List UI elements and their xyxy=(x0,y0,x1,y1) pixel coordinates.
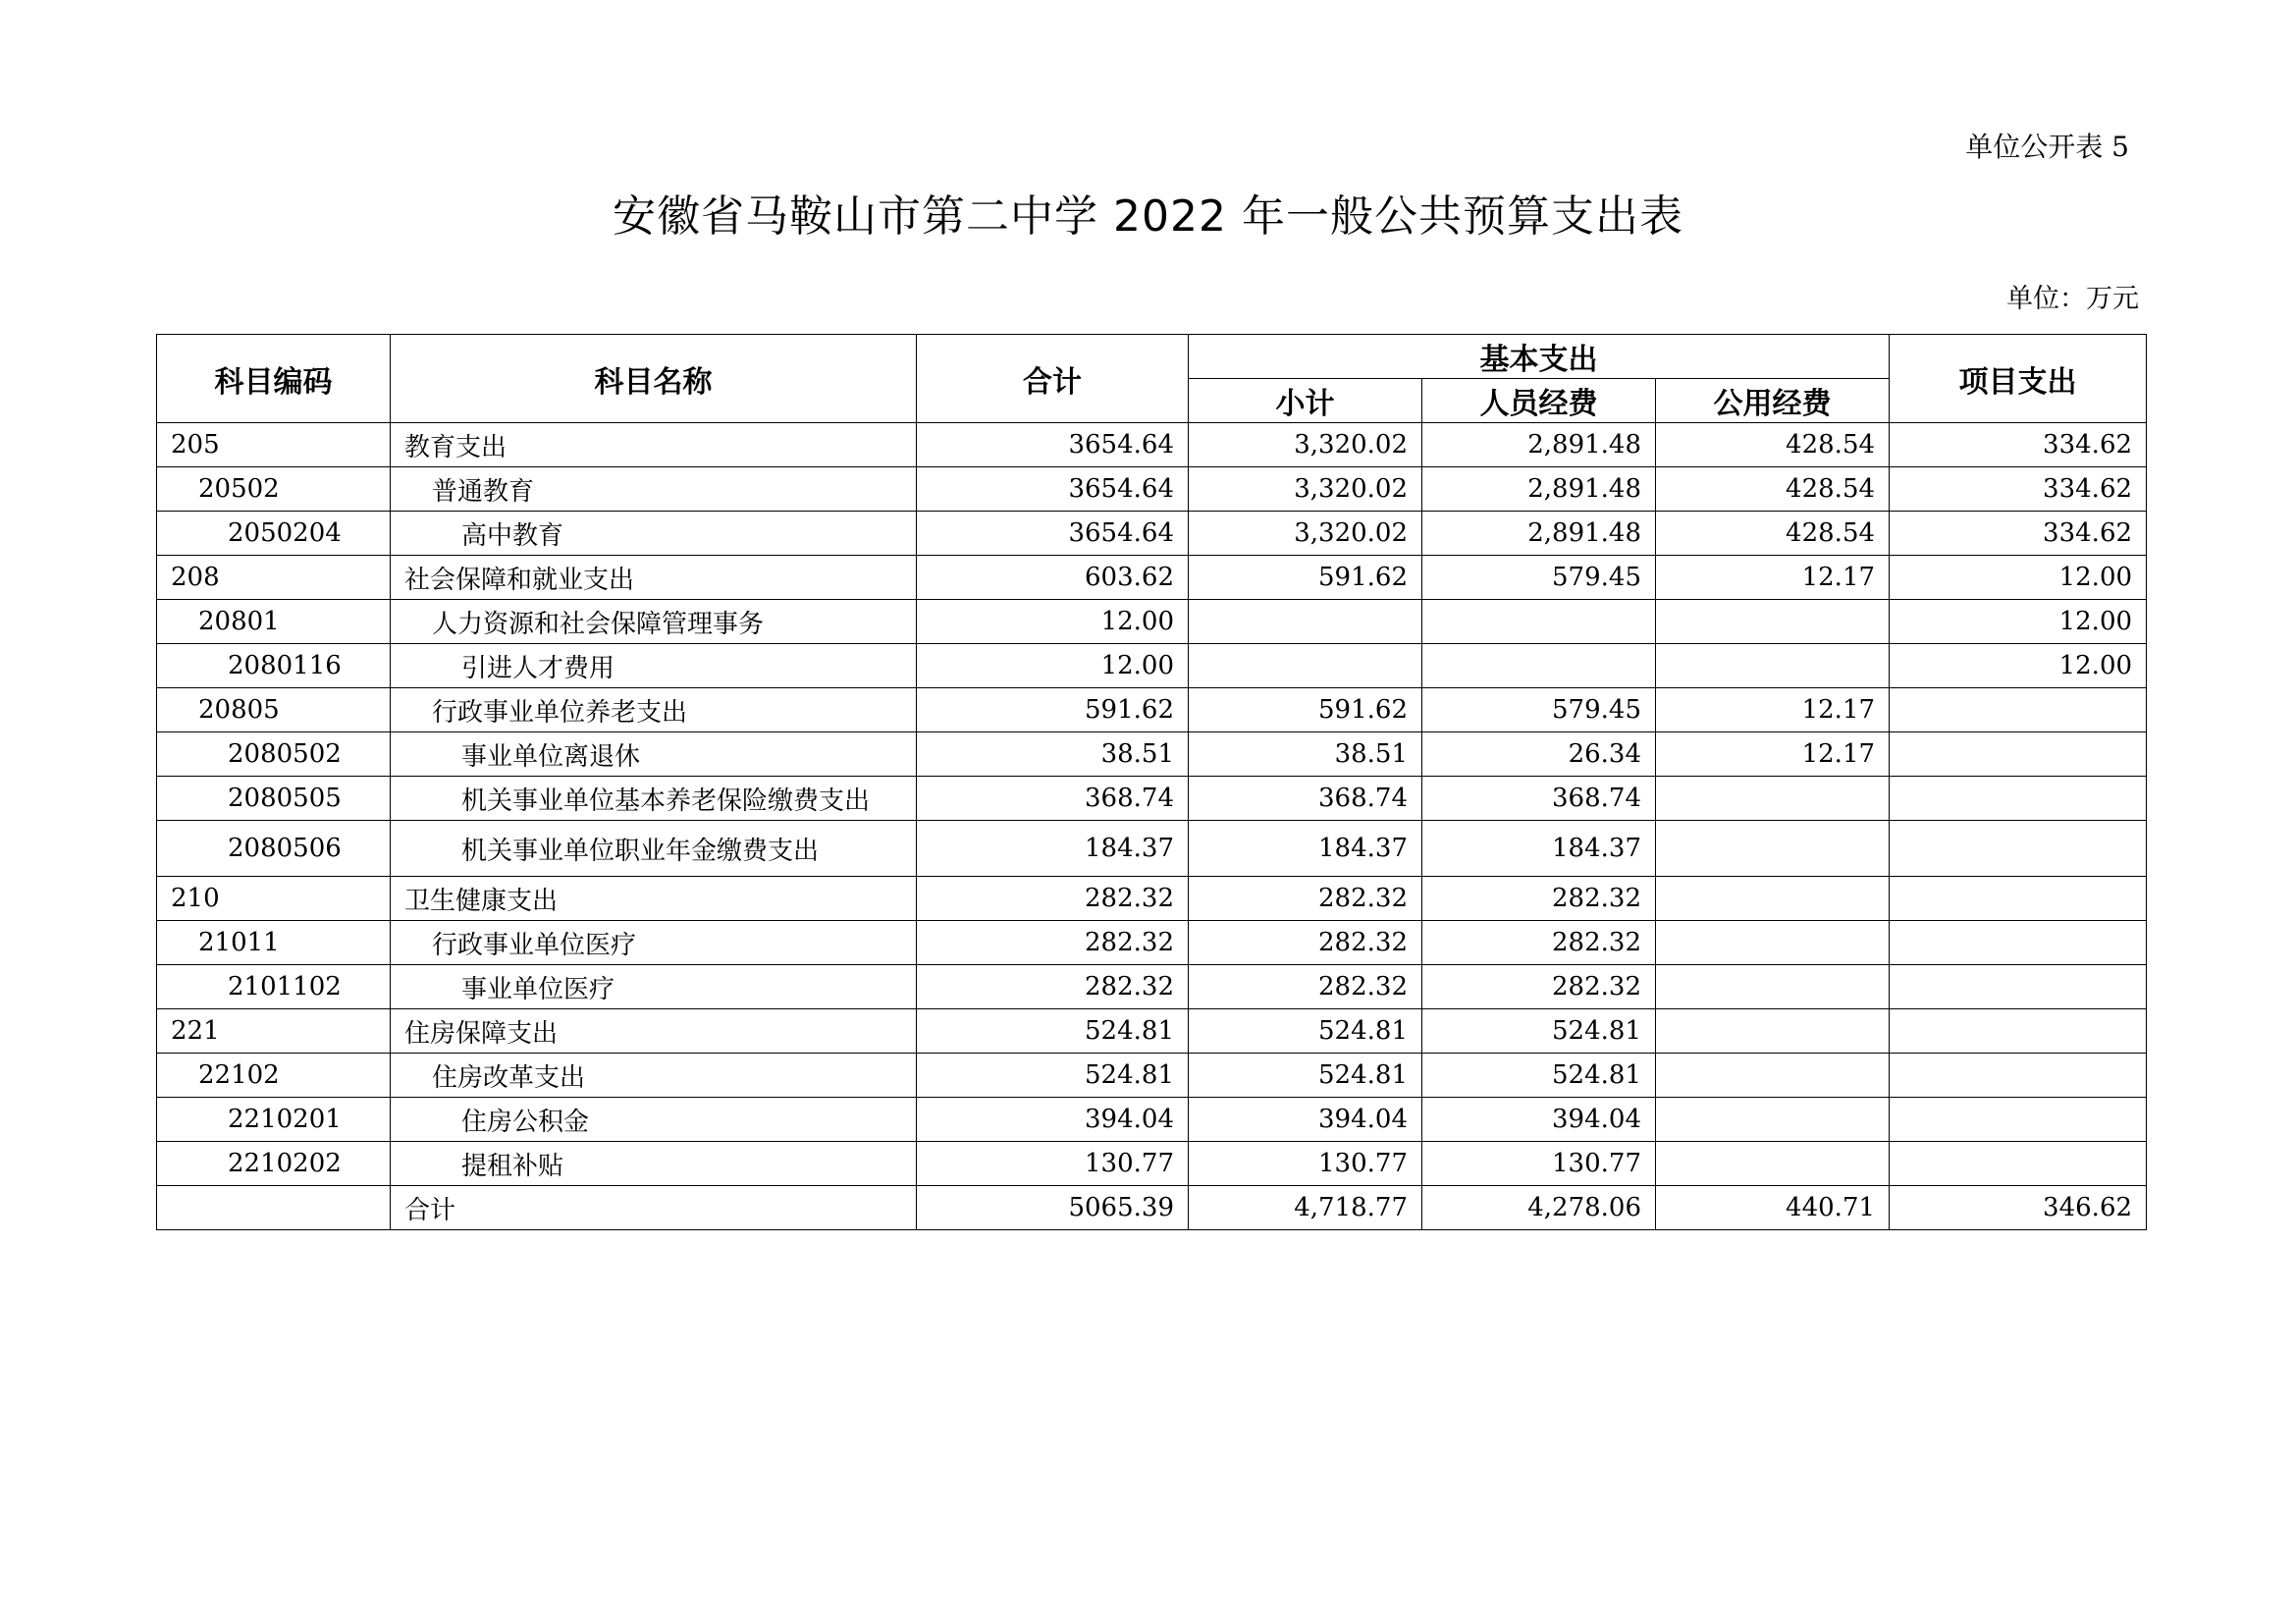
cell-total: 12.00 xyxy=(917,600,1189,644)
cell-personnel: 26.34 xyxy=(1422,732,1656,777)
cell-personnel: 2,891.48 xyxy=(1422,467,1656,512)
cell-name: 机关事业单位职业年金缴费支出 xyxy=(391,821,917,877)
cell-public xyxy=(1656,777,1890,821)
cell-project: 346.62 xyxy=(1890,1186,2147,1230)
cell-total: 282.32 xyxy=(917,965,1189,1009)
header-subtotal: 小计 xyxy=(1189,379,1422,423)
cell-code: 208 xyxy=(157,556,391,600)
cell-personnel: 184.37 xyxy=(1422,821,1656,877)
cell-project xyxy=(1890,1054,2147,1098)
header-name: 科目名称 xyxy=(391,335,917,423)
cell-public: 12.17 xyxy=(1656,732,1890,777)
cell-code: 2210202 xyxy=(157,1142,391,1186)
header-project: 项目支出 xyxy=(1890,335,2147,423)
cell-name: 行政事业单位医疗 xyxy=(391,921,917,965)
cell-subtotal: 282.32 xyxy=(1189,965,1422,1009)
cell-project: 334.62 xyxy=(1890,423,2147,467)
cell-total: 591.62 xyxy=(917,688,1189,732)
cell-code: 20801 xyxy=(157,600,391,644)
cell-subtotal: 184.37 xyxy=(1189,821,1422,877)
cell-project xyxy=(1890,821,2147,877)
cell-name: 引进人才费用 xyxy=(391,644,917,688)
cell-code: 22102 xyxy=(157,1054,391,1098)
cell-name: 行政事业单位养老支出 xyxy=(391,688,917,732)
table-header xyxy=(157,335,2147,423)
cell-subtotal: 591.62 xyxy=(1189,688,1422,732)
cell-code: 2080502 xyxy=(157,732,391,777)
cell-public xyxy=(1656,600,1890,644)
cell-code: 2080505 xyxy=(157,777,391,821)
cell-total: 5065.39 xyxy=(917,1186,1189,1230)
table-row xyxy=(157,777,2147,821)
cell-public: 440.71 xyxy=(1656,1186,1890,1230)
header-total: 合计 xyxy=(917,335,1189,423)
cell-public: 428.54 xyxy=(1656,512,1890,556)
cell-name: 住房保障支出 xyxy=(391,1009,917,1054)
cell-subtotal: 524.81 xyxy=(1189,1054,1422,1098)
cell-total: 38.51 xyxy=(917,732,1189,777)
table-row xyxy=(157,877,2147,921)
cell-code: 20805 xyxy=(157,688,391,732)
table-row xyxy=(157,467,2147,512)
table-row xyxy=(157,1054,2147,1098)
table-row xyxy=(157,821,2147,877)
cell-subtotal: 3,320.02 xyxy=(1189,512,1422,556)
cell-code: 2101102 xyxy=(157,965,391,1009)
cell-public xyxy=(1656,1009,1890,1054)
cell-total: 282.32 xyxy=(917,921,1189,965)
cell-personnel: 2,891.48 xyxy=(1422,423,1656,467)
cell-personnel: 524.81 xyxy=(1422,1054,1656,1098)
cell-name: 提租补贴 xyxy=(391,1142,917,1186)
cell-public: 428.54 xyxy=(1656,467,1890,512)
cell-project xyxy=(1890,921,2147,965)
cell-personnel: 579.45 xyxy=(1422,556,1656,600)
cell-name: 机关事业单位基本养老保险缴费支出 xyxy=(391,777,917,821)
cell-personnel: 282.32 xyxy=(1422,965,1656,1009)
table-row xyxy=(157,423,2147,467)
cell-project xyxy=(1890,877,2147,921)
table-body xyxy=(157,423,2147,1230)
table-row xyxy=(157,1009,2147,1054)
cell-code: 2050204 xyxy=(157,512,391,556)
cell-name: 事业单位医疗 xyxy=(391,965,917,1009)
cell-total: 3654.64 xyxy=(917,512,1189,556)
cell-total: 394.04 xyxy=(917,1098,1189,1142)
header-basic-group: 基本支出 xyxy=(1189,335,1890,379)
cell-code: 21011 xyxy=(157,921,391,965)
cell-code xyxy=(157,1186,391,1230)
cell-name: 社会保障和就业支出 xyxy=(391,556,917,600)
cell-public xyxy=(1656,877,1890,921)
cell-total: 282.32 xyxy=(917,877,1189,921)
cell-project xyxy=(1890,777,2147,821)
cell-code: 205 xyxy=(157,423,391,467)
cell-personnel: 4,278.06 xyxy=(1422,1186,1656,1230)
cell-name: 住房改革支出 xyxy=(391,1054,917,1098)
cell-subtotal: 3,320.02 xyxy=(1189,467,1422,512)
cell-name: 人力资源和社会保障管理事务 xyxy=(391,600,917,644)
cell-total: 3654.64 xyxy=(917,467,1189,512)
cell-subtotal: 282.32 xyxy=(1189,921,1422,965)
cell-project xyxy=(1890,732,2147,777)
cell-total: 368.74 xyxy=(917,777,1189,821)
cell-name: 教育支出 xyxy=(391,423,917,467)
cell-code: 210 xyxy=(157,877,391,921)
cell-personnel: 130.77 xyxy=(1422,1142,1656,1186)
cell-code: 2210201 xyxy=(157,1098,391,1142)
cell-code: 221 xyxy=(157,1009,391,1054)
cell-personnel: 282.32 xyxy=(1422,921,1656,965)
cell-name: 普通教育 xyxy=(391,467,917,512)
cell-subtotal: 38.51 xyxy=(1189,732,1422,777)
cell-project: 12.00 xyxy=(1890,644,2147,688)
cell-total: 184.37 xyxy=(917,821,1189,877)
header-public: 公用经费 xyxy=(1656,379,1890,423)
cell-personnel: 524.81 xyxy=(1422,1009,1656,1054)
budget-table xyxy=(156,334,2147,1230)
cell-project xyxy=(1890,965,2147,1009)
cell-subtotal: 524.81 xyxy=(1189,1009,1422,1054)
table-row xyxy=(157,512,2147,556)
cell-personnel: 2,891.48 xyxy=(1422,512,1656,556)
cell-project xyxy=(1890,1142,2147,1186)
cell-name: 住房公积金 xyxy=(391,1098,917,1142)
cell-personnel: 282.32 xyxy=(1422,877,1656,921)
cell-public xyxy=(1656,821,1890,877)
cell-subtotal: 394.04 xyxy=(1189,1098,1422,1142)
cell-project: 12.00 xyxy=(1890,600,2147,644)
cell-public xyxy=(1656,965,1890,1009)
cell-subtotal: 130.77 xyxy=(1189,1142,1422,1186)
cell-name: 卫生健康支出 xyxy=(391,877,917,921)
cell-code: 2080116 xyxy=(157,644,391,688)
cell-total: 524.81 xyxy=(917,1054,1189,1098)
cell-total: 524.81 xyxy=(917,1009,1189,1054)
table-row xyxy=(157,921,2147,965)
table-row xyxy=(157,965,2147,1009)
cell-subtotal: 282.32 xyxy=(1189,877,1422,921)
table-row xyxy=(157,600,2147,644)
cell-subtotal xyxy=(1189,600,1422,644)
table-label: 单位公开表 5 xyxy=(1965,131,2129,163)
cell-subtotal: 368.74 xyxy=(1189,777,1422,821)
cell-personnel xyxy=(1422,600,1656,644)
cell-public xyxy=(1656,1054,1890,1098)
cell-public xyxy=(1656,1098,1890,1142)
cell-code: 20502 xyxy=(157,467,391,512)
table-row xyxy=(157,556,2147,600)
cell-project xyxy=(1890,688,2147,732)
table-row xyxy=(157,688,2147,732)
table-row xyxy=(157,644,2147,688)
cell-total: 603.62 xyxy=(917,556,1189,600)
cell-name: 事业单位离退休 xyxy=(391,732,917,777)
cell-total: 130.77 xyxy=(917,1142,1189,1186)
cell-personnel: 579.45 xyxy=(1422,688,1656,732)
page-title: 安徽省马鞍山市第二中学 2022 年一般公共预算支出表 xyxy=(613,191,1683,242)
cell-project: 334.62 xyxy=(1890,467,2147,512)
cell-name: 高中教育 xyxy=(391,512,917,556)
header-personnel: 人员经费 xyxy=(1422,379,1656,423)
total-row xyxy=(157,1186,2147,1230)
cell-personnel: 394.04 xyxy=(1422,1098,1656,1142)
table-row xyxy=(157,1142,2147,1186)
cell-subtotal: 4,718.77 xyxy=(1189,1186,1422,1230)
cell-public xyxy=(1656,1142,1890,1186)
cell-personnel: 368.74 xyxy=(1422,777,1656,821)
cell-public: 12.17 xyxy=(1656,556,1890,600)
cell-total: 3654.64 xyxy=(917,423,1189,467)
cell-project xyxy=(1890,1098,2147,1142)
header-code: 科目编码 xyxy=(157,335,391,423)
cell-public xyxy=(1656,644,1890,688)
cell-public: 12.17 xyxy=(1656,688,1890,732)
cell-subtotal: 591.62 xyxy=(1189,556,1422,600)
cell-personnel xyxy=(1422,644,1656,688)
cell-public xyxy=(1656,921,1890,965)
cell-project: 12.00 xyxy=(1890,556,2147,600)
table-row xyxy=(157,1098,2147,1142)
table-row xyxy=(157,732,2147,777)
unit-label: 单位：万元 xyxy=(2006,284,2139,314)
cell-subtotal xyxy=(1189,644,1422,688)
cell-name: 合计 xyxy=(391,1186,917,1230)
cell-total: 12.00 xyxy=(917,644,1189,688)
cell-code: 2080506 xyxy=(157,821,391,877)
cell-subtotal: 3,320.02 xyxy=(1189,423,1422,467)
cell-project xyxy=(1890,1009,2147,1054)
cell-public: 428.54 xyxy=(1656,423,1890,467)
cell-project: 334.62 xyxy=(1890,512,2147,556)
